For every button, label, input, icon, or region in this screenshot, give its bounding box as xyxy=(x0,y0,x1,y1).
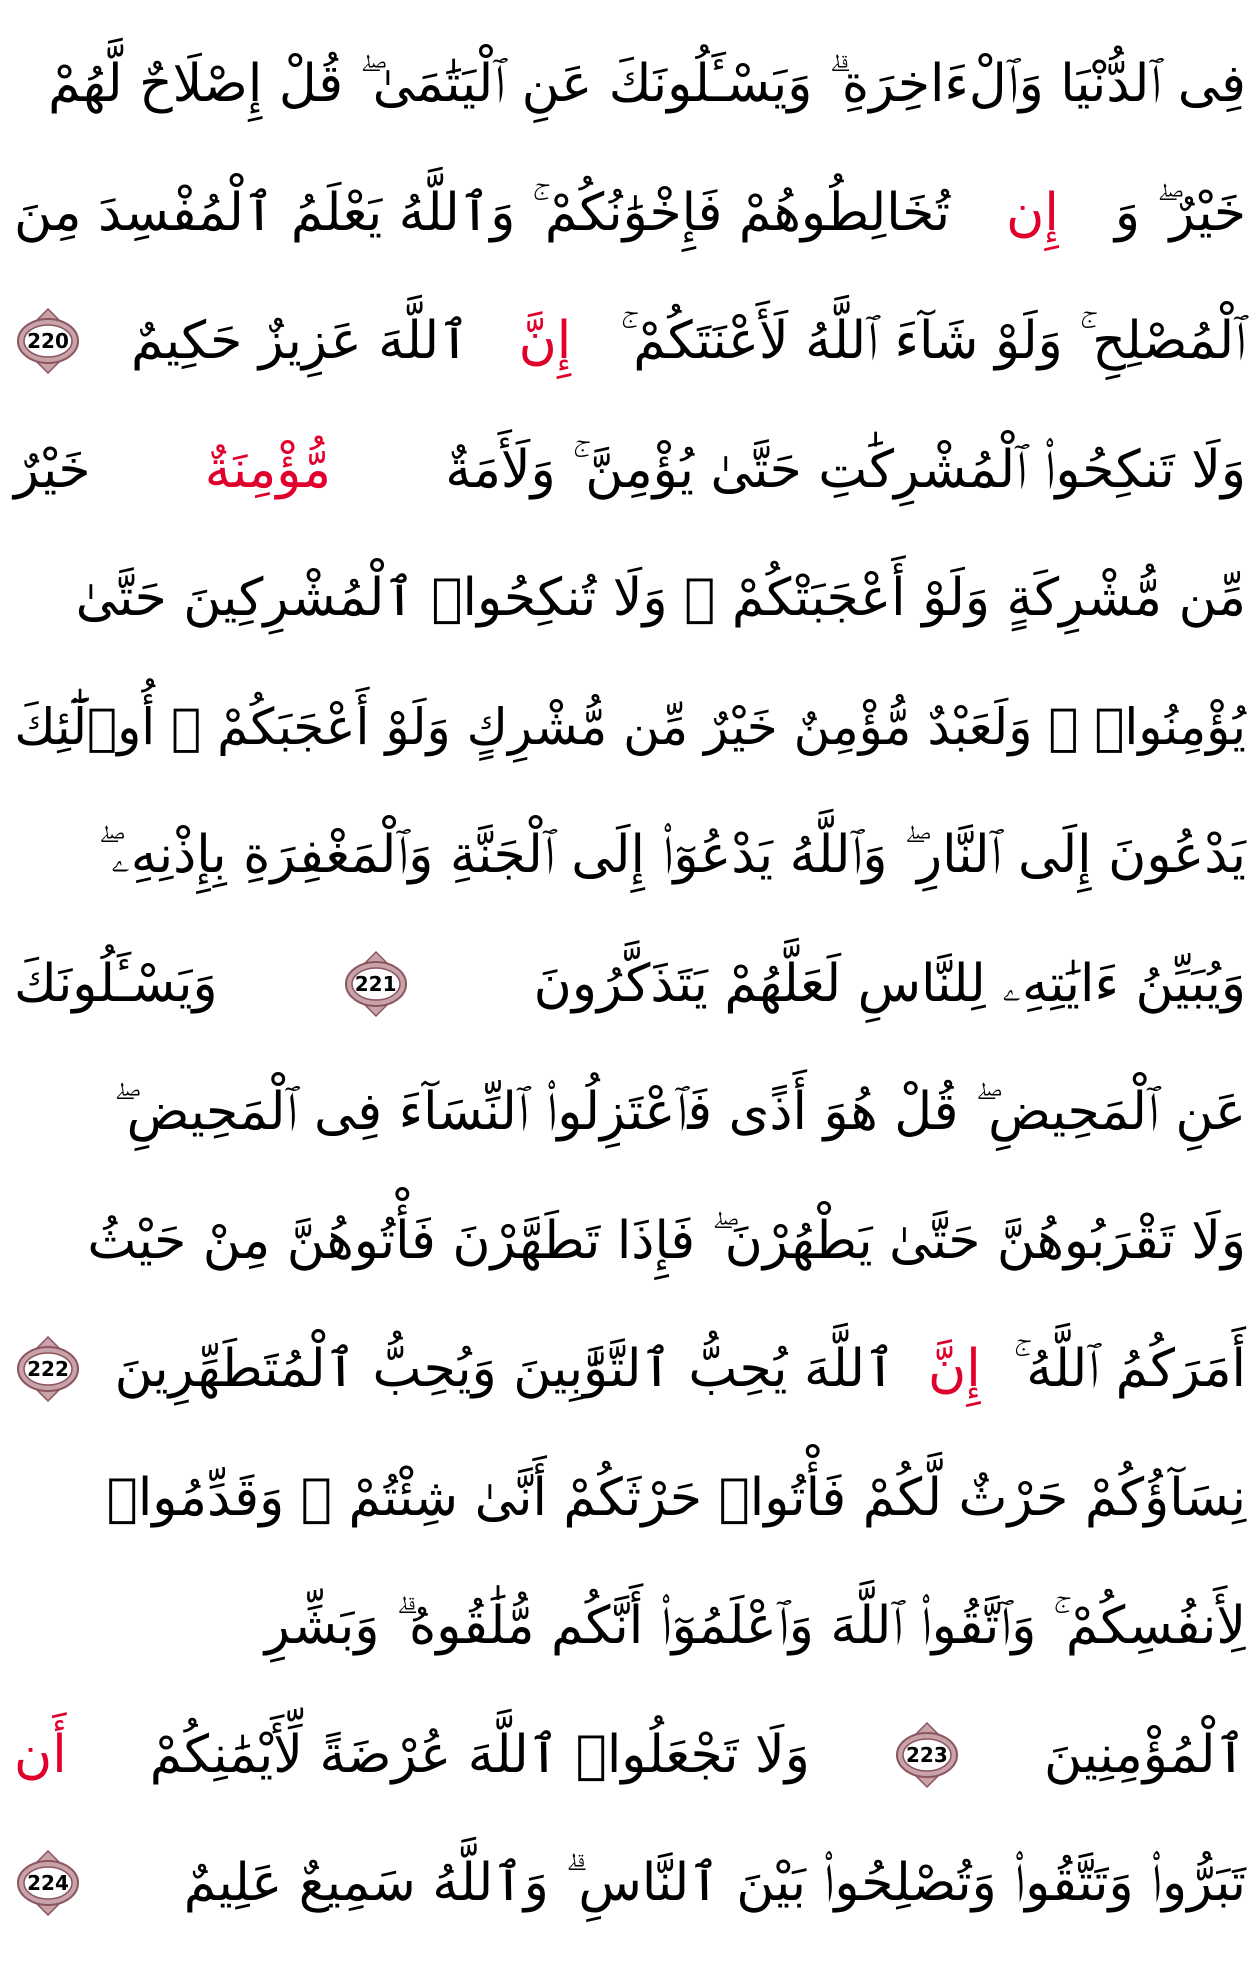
tajweed-highlighted-word: أَن xyxy=(14,1724,67,1785)
verse-text: يَدْعُونَ إِلَى ٱلنَّارِ ۖ وَٱللَّهُ يَدْعُوٓا۟ إِلَى ٱلْجَنَّةِ وَٱلْمَغْفِرَةِ بِإِذْنِهِۦ ۖ xyxy=(98,825,1246,886)
verse-line xyxy=(14,920,1246,1049)
ayah-number-marker xyxy=(14,1849,82,1917)
ayah-number: 224 xyxy=(27,1871,69,1896)
ayah-number-marker xyxy=(893,1721,961,1789)
verse-line xyxy=(14,1048,1246,1177)
verse-line xyxy=(14,1819,1246,1948)
verse-line xyxy=(14,663,1246,792)
verse-line xyxy=(14,1434,1246,1563)
tajweed-highlighted-word: إِنَّ xyxy=(518,311,572,372)
ayah-number-marker xyxy=(342,950,410,1018)
verse-text: ٱلْمُؤْمِنِينَ xyxy=(1043,1724,1246,1785)
verse-text: لِأَنفُسِكُمْ ۚ وَٱتَّقُوا۟ ٱللَّهَ وَٱعْلَمُوٓا۟ أَنَّكُم مُّلَٰقُوهُ ۗ وَبَشِّرِ xyxy=(264,1596,1246,1657)
verse-line xyxy=(14,1177,1246,1306)
verse-text: وَيُبَيِّنُ ءَايَٰتِهِۦ لِلنَّاسِ لَعَلَّهُمْ يَتَذَكَّرُونَ xyxy=(533,953,1246,1014)
verse-line xyxy=(14,1691,1246,1820)
verse-text: وَلَا تَنكِحُوا۟ ٱلْمُشْرِكَٰتِ حَتَّىٰ يُؤْمِنَّ ۚ وَلَأَمَةٌ xyxy=(445,439,1246,500)
verse-text: نِسَآؤُكُمْ حَرْثٌ لَّكُمْ فَأْتُوا۟ حَرْثَكُمْ أَنَّىٰ شِئْتُمْ ۖ وَقَدِّمُوا۟ xyxy=(106,1467,1246,1528)
ayah-number-marker xyxy=(14,307,82,375)
verse-line xyxy=(14,20,1246,149)
verse-text: تُخَالِطُوهُمْ فَإِخْوَٰنُكُمْ ۚ وَٱللَّهُ يَعْلَمُ ٱلْمُفْسِدَ مِنَ xyxy=(14,182,951,243)
ayah-number: 222 xyxy=(27,1357,69,1382)
verse-text: ٱللَّهَ يُحِبُّ ٱلتَّوَّٰبِينَ وَيُحِبُّ ٱلْمُتَطَهِّرِينَ xyxy=(114,1339,896,1400)
tajweed-highlighted-word: إِن xyxy=(1006,182,1059,243)
verse-line xyxy=(14,534,1246,663)
tajweed-highlighted-word: مُّؤْمِنَةٌ xyxy=(204,439,331,500)
verse-text: ٱلْمُصْلِحِ ۚ وَلَوْ شَآءَ ٱللَّهُ لَأَعْنَتَكُمْ ۚ xyxy=(620,311,1246,372)
verse-text: يُؤْمِنُوا۟ ۚ وَلَعَبْدٌ مُّؤْمِنٌ خَيْرٌ مِّن مُّشْرِكٍ وَلَوْ أَعْجَبَكُمْ ۗ أُو۟لَٰٓئِكَ xyxy=(14,696,1246,756)
verse-text: أَمَرَكُمُ ٱللَّهُ ۚ xyxy=(1013,1339,1246,1400)
verse-text: عَنِ ٱلْمَحِيضِ ۖ قُلْ هُوَ أَذًى فَٱعْتَزِلُوا۟ ٱلنِّسَآءَ فِى ٱلْمَحِيضِ ۖ xyxy=(113,1082,1246,1143)
verse-line xyxy=(14,1562,1246,1691)
verse-text: فِى ٱلدُّنْيَا وَٱلْءَاخِرَةِ ۗ وَيَسْـَٔلُونَكَ عَنِ ٱلْيَتَٰمَىٰ ۖ قُلْ إِصْلَاحٌ لَّهُمْ xyxy=(48,54,1246,115)
ayah-number: 221 xyxy=(354,971,397,996)
ayah-number: 223 xyxy=(906,1742,948,1767)
verse-line xyxy=(14,406,1246,535)
verse-text: وَيَسْـَٔلُونَكَ xyxy=(14,953,218,1014)
verse-text: وَلَا تَقْرَبُوهُنَّ حَتَّىٰ يَطْهُرْنَ ۖ فَإِذَا تَطَهَّرْنَ فَأْتُوهُنَّ مِنْ حَيْثُ xyxy=(87,1210,1246,1271)
verse-text: خَيْرٌ xyxy=(14,439,91,500)
verse-line xyxy=(14,791,1246,920)
verse-line xyxy=(14,149,1246,278)
verse-text: وَلَا تَجْعَلُوا۟ ٱللَّهَ عُرْضَةً لِّأَيْمَٰنِكُمْ xyxy=(149,1724,810,1785)
tajweed-highlighted-word: إِنَّ xyxy=(928,1339,981,1400)
verse-text: تَبَرُّوا۟ وَتَتَّقُوا۟ وَتُصْلِحُوا۟ بَيْنَ ٱلنَّاسِ ۗ وَٱللَّهُ سَمِيعٌ عَلِيمٌ xyxy=(183,1853,1246,1914)
verse-text: مِّن مُّشْرِكَةٍ وَلَوْ أَعْجَبَتْكُمْ ۗ وَلَا تُنكِحُوا۟ ٱلْمُشْرِكِينَ حَتَّىٰ xyxy=(75,568,1246,629)
ayah-number: 220 xyxy=(27,329,69,354)
verse-text: ٱللَّهَ عَزِيزٌ حَكِيمٌ xyxy=(131,311,470,372)
verse-text: خَيْرٌ ۖ وَ xyxy=(1114,182,1246,243)
ayah-number-marker xyxy=(14,1335,82,1403)
verse-line xyxy=(14,277,1246,406)
verse-line xyxy=(14,1305,1246,1434)
